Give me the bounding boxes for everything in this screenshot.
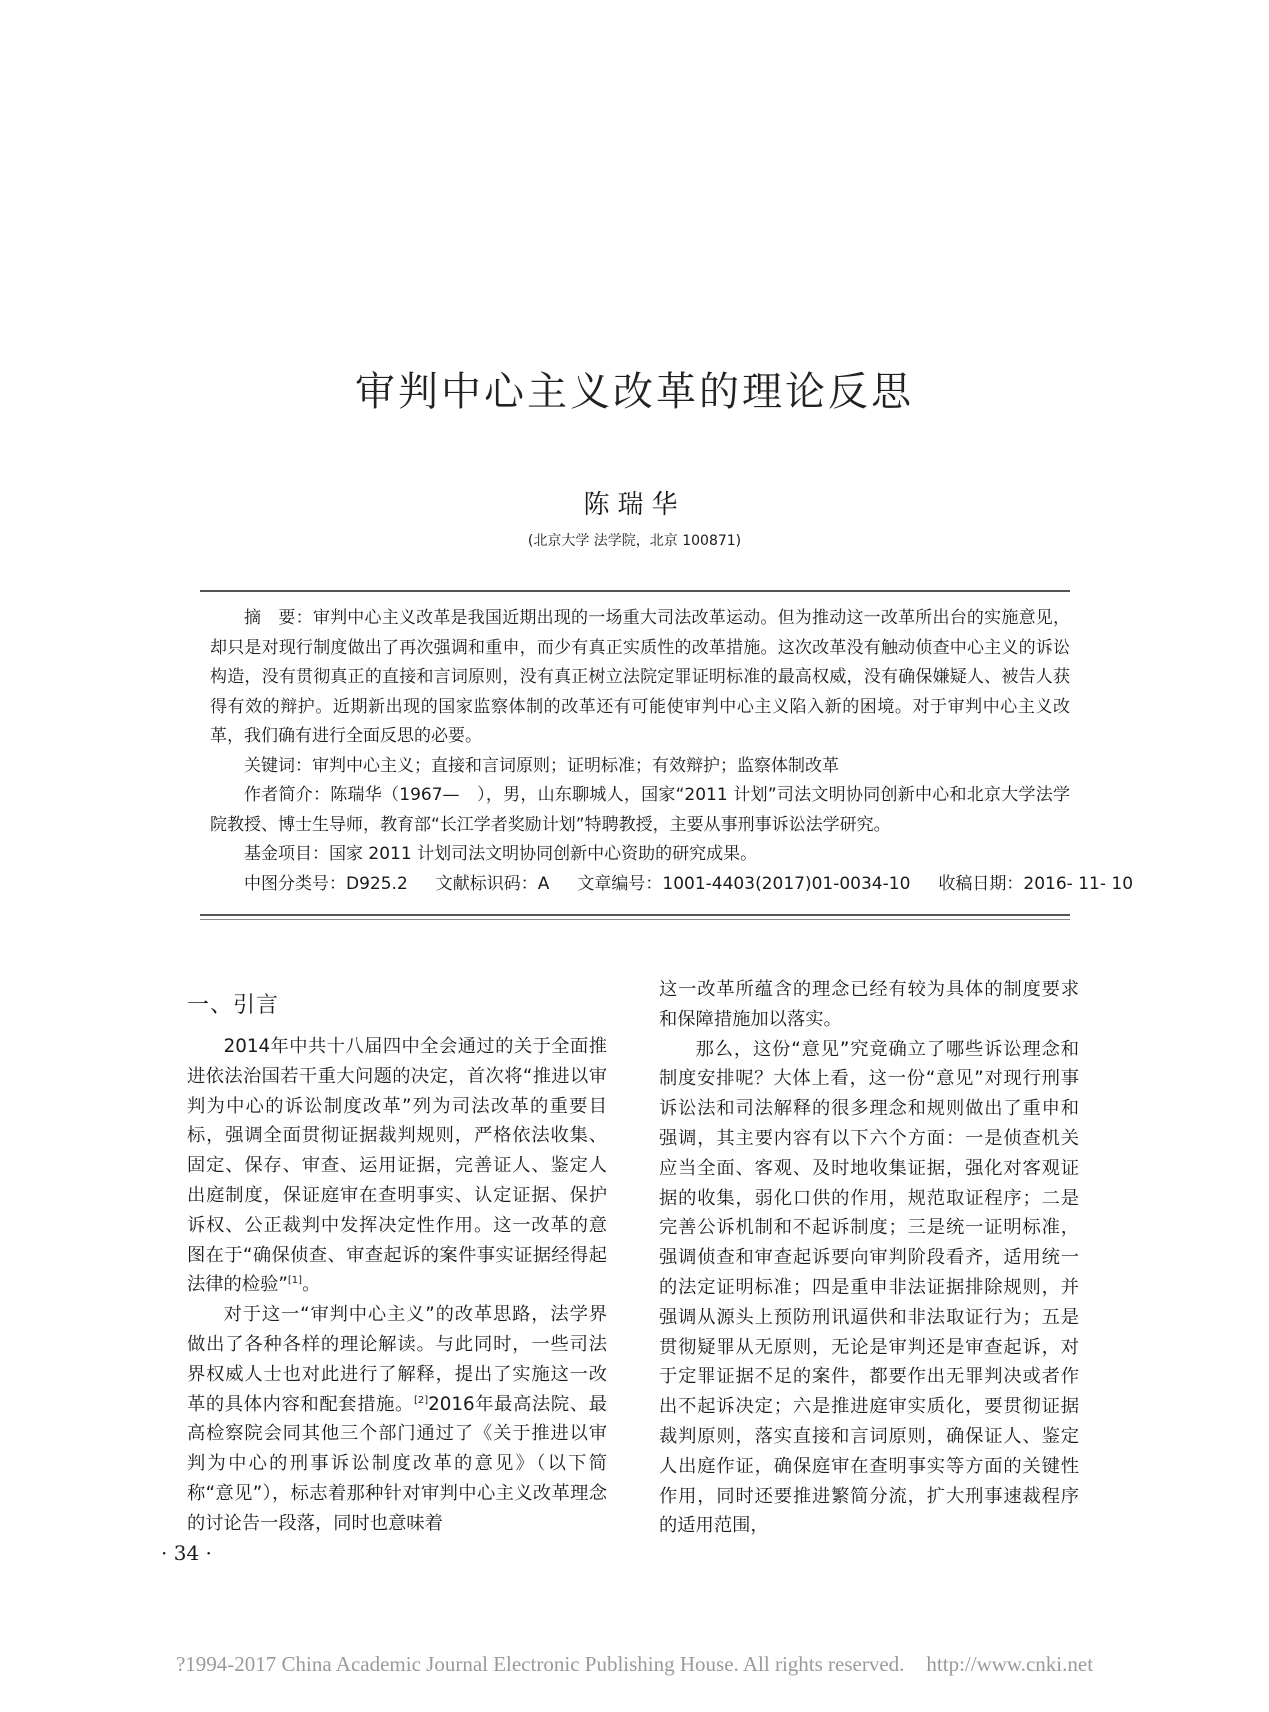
paragraph-text: 对于这一“审判中心主义”的改革思路，法学界做出了各种各样的理论解读。与此同时，一些司法界权威人士也对此进行了解释，提出了实施这一改革的具体内容和配套措施。 [187,1304,607,1415]
article-number: 文章编号：1001-4403(2017)01-0034-10 [577,873,911,894]
received-date: 收稿日期：2016- 11- 10 [938,873,1134,894]
copyright-footer [0,1652,1269,1677]
citation-ref: [2] [413,1394,429,1406]
footer-url: http://www.cnki.net [926,1652,1094,1676]
paragraph-end: 。 [302,1274,321,1296]
abstract-summary: 摘 要：审判中心主义改革是我国近期出现的一场重大司法改革运动。但为推动这一改革所出台的实施意见，却只是对现行制度做出了再次强调和重申，而少有真正实质性的改革措施。这次改革没有触动侦查中心主义的诉讼构造，没有贯彻真正的直接和言词原则，没有真正树立法院定罪证明标准的最高权威，没有确保嫌疑人、被告人获得有效的辩护。近期新出现的国家监察体制的改革还有可能使审判中心主义陷入新的困境。对于审判中心主义改革，我们确有进行全面反思的必要。 [210,608,1070,746]
abstract-block [210,604,1134,899]
section-heading: 一、引言 [187,993,280,1018]
right-column [659,975,1079,1541]
left-column [187,1032,607,1539]
paragraph: 那么，这份“意见”究竟确立了哪些诉讼理念和制度安排呢？大体上看，这一份“意见”对现行刑事诉讼法和司法解释的很多理念和规则做出了重申和强调，其主要内容有以下六个方面：一是侦查机关应当全面、客观、及时地收集证据，强化对客观证据的收集，弱化口供的作用，规范取证程序；二是完善公诉机制和不起诉制度；三是统一证明标准，强调侦查和审查起诉要向审判阶段看齐，适用统一的法定证明标准；四是重申非法证据排除规则，并强调从源头上预防刑讯逼供和非法取证行为；五是贯彻疑罪从无原则，无论是审判还是审查起诉，对于定罪证据不足的案件，都要作出无罪判决或者作出不起诉决定；六是推进庭审实质化，要贯彻证据裁判原则，落实直接和言词原则，确保证人、鉴定人出庭作证，确保庭审在查明事实等方面的关键性作用，同时还要推进繁简分流，扩大刑事速裁程序的适用范围， [659,1038,1079,1537]
paragraph [187,1300,607,1538]
abstract-fund: 基金项目：国家 2011 计划司法文明协同创新中心资助的研究成果。 [244,844,758,864]
abstract-bottom-rule [200,914,1070,916]
page-number: · 34 · [161,1541,212,1565]
citation-ref: [1] [287,1275,303,1287]
document-code: 文献标识码：A [435,873,550,894]
clc-number: 中图分类号：D925.2 [244,873,408,894]
paragraph-text: 2014年中共十八届四中全会通过的关于全面推进依法治国若干重大问题的决定，首次将“推进以审判为中心的诉讼制度改革”列为司法改革的重要目标，强调全面贯彻证据裁判规则，严格依法收集、固定、保存、审查、运用证据，完善证人、鉴定人出庭制度，保证庭审在查明事实、认定证据、保护诉权、公正裁判中发挥决定性作用。这一改革的意图在于“确保侦查、审查起诉的案件事实证据经得起法律的检验” [187,1036,607,1296]
paragraph [187,1032,607,1300]
author-affiliation: (北京大学 法学院，北京 100871) [527,533,742,549]
paragraph: 这一改革所蕴含的理念已经有较为具体的制度要求和保障措施加以落实。 [659,979,1079,1030]
paper-title: 审判中心主义改革的理论反思 [355,369,914,415]
abstract-keywords: 关键词：审判中心主义；直接和言词原则；证明标准；有效辩护；监察体制改革 [244,755,839,776]
paragraph-text-continued: 2016年最高法院、最高检察院会同其他三个部门通过了《关于推进以审判为中心的刑事诉讼制度改革的意见》（以下简称“意见”），标志着那种针对审判中心主义改革理念的讨论告一段落，同时也意味着 [187,1393,608,1534]
copyright-text: ?1994-2017 China Academic Journal Electronic Publishing House. All rights reserved. [175,1652,905,1676]
abstract-author-bio: 作者简介：陈瑞华（1967— ），男，山东聊城人，国家“2011 计划”司法文明协同创新中心和北京大学法学院教授、博士生导师，教育部“长江学者奖励计划”特聘教授，主要从事刑事诉讼法学研究。 [210,785,1070,835]
classification-line [210,870,1134,900]
author-name: 陈瑞华 [583,490,686,520]
abstract-top-rule [200,590,1070,592]
